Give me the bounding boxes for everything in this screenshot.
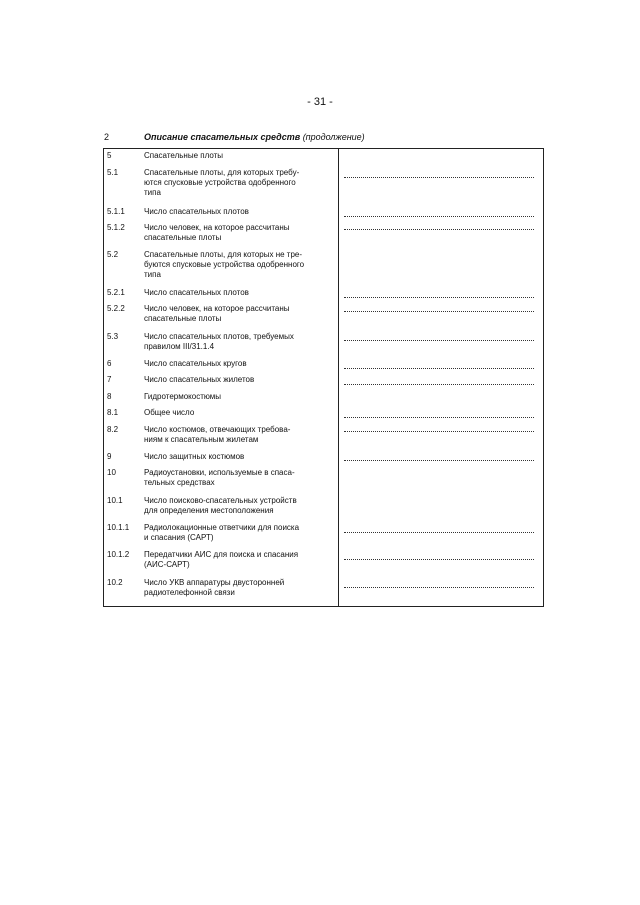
row-number: 8.1 <box>107 408 119 417</box>
answer-field[interactable] <box>344 368 534 369</box>
answer-field[interactable] <box>344 311 534 312</box>
answer-field[interactable] <box>344 417 534 418</box>
row-label: Число человек, на которое рассчитаны спасательные плоты <box>144 223 290 242</box>
row-number: 5.1 <box>107 168 119 177</box>
row-number: 10 <box>107 468 116 477</box>
form-table <box>103 148 544 607</box>
row-label: Спасательные плоты <box>144 151 224 160</box>
answer-field[interactable] <box>344 340 534 341</box>
row-number: 10.1 <box>107 496 123 505</box>
row-label: Число костюмов, отвечающих требова- ниям к спасательным жилетам <box>144 425 291 444</box>
row-label: Общее число <box>144 408 195 417</box>
answer-field[interactable] <box>344 559 534 560</box>
answer-field[interactable] <box>344 229 534 230</box>
answer-field[interactable] <box>344 431 534 432</box>
section-number: 2 <box>104 132 110 142</box>
row-number: 10.1.1 <box>107 523 130 532</box>
row-number: 5.1.1 <box>107 207 125 216</box>
answer-field[interactable] <box>344 460 534 461</box>
section-title: Описание спасательных средств (продолжение) <box>144 132 365 142</box>
row-label: Число поисково-спасательных устройств для определения местоположения <box>144 496 297 515</box>
row-label: Число УКВ аппаратуры двусторонней радиотелефонной связи <box>144 578 285 597</box>
answer-field[interactable] <box>344 587 534 588</box>
row-label: Гидротермокостюмы <box>144 392 222 401</box>
row-label: Передатчики АИС для поиска и спасания (АИС-САРТ) <box>144 550 299 569</box>
row-number: 5.2.1 <box>107 288 125 297</box>
row-number: 8.2 <box>107 425 119 434</box>
row-number: 7 <box>107 375 112 384</box>
answer-field[interactable] <box>344 216 534 217</box>
row-label: Радиоустановки, используемые в спаса- тельных средствах <box>144 468 295 487</box>
row-label: Спасательные плоты, для которых не тре- буются спусковые устройства одобренного типа <box>144 250 305 279</box>
row-number: 10.1.2 <box>107 550 130 559</box>
answer-field[interactable] <box>344 532 534 533</box>
row-label: Радиолокационные ответчики для поиска и спасания (САРТ) <box>144 523 300 542</box>
row-label: Число человек, на которое рассчитаны спасательные плоты <box>144 304 290 323</box>
answer-field[interactable] <box>344 384 534 385</box>
row-number: 9 <box>107 452 112 461</box>
row-number: 10.2 <box>107 578 123 587</box>
row-label: Число спасательных плотов <box>144 288 249 297</box>
row-number: 5.2.2 <box>107 304 125 313</box>
row-number: 6 <box>107 359 112 368</box>
row-label: Число спасательных плотов <box>144 207 249 216</box>
row-label: Число защитных костюмов <box>144 452 245 461</box>
row-label: Число спасательных жилетов <box>144 375 255 384</box>
section-continuation: (продолжение) <box>302 132 365 142</box>
row-label: Число спасательных плотов, требуемых правилом III/31.1.4 <box>144 332 294 351</box>
row-label: Число спасательных кругов <box>144 359 247 368</box>
answer-field[interactable] <box>344 177 534 178</box>
answer-field[interactable] <box>344 297 534 298</box>
page-number: - 31 - <box>307 96 333 108</box>
row-number: 5.3 <box>107 332 119 341</box>
row-number: 5.1.2 <box>107 223 125 232</box>
column-divider <box>338 149 339 606</box>
row-number: 5.2 <box>107 250 119 259</box>
row-number: 8 <box>107 392 112 401</box>
row-label: Спасательные плоты, для которых требу- ются спусковые устройства одобренного типа <box>144 168 300 197</box>
row-number: 5 <box>107 151 112 160</box>
